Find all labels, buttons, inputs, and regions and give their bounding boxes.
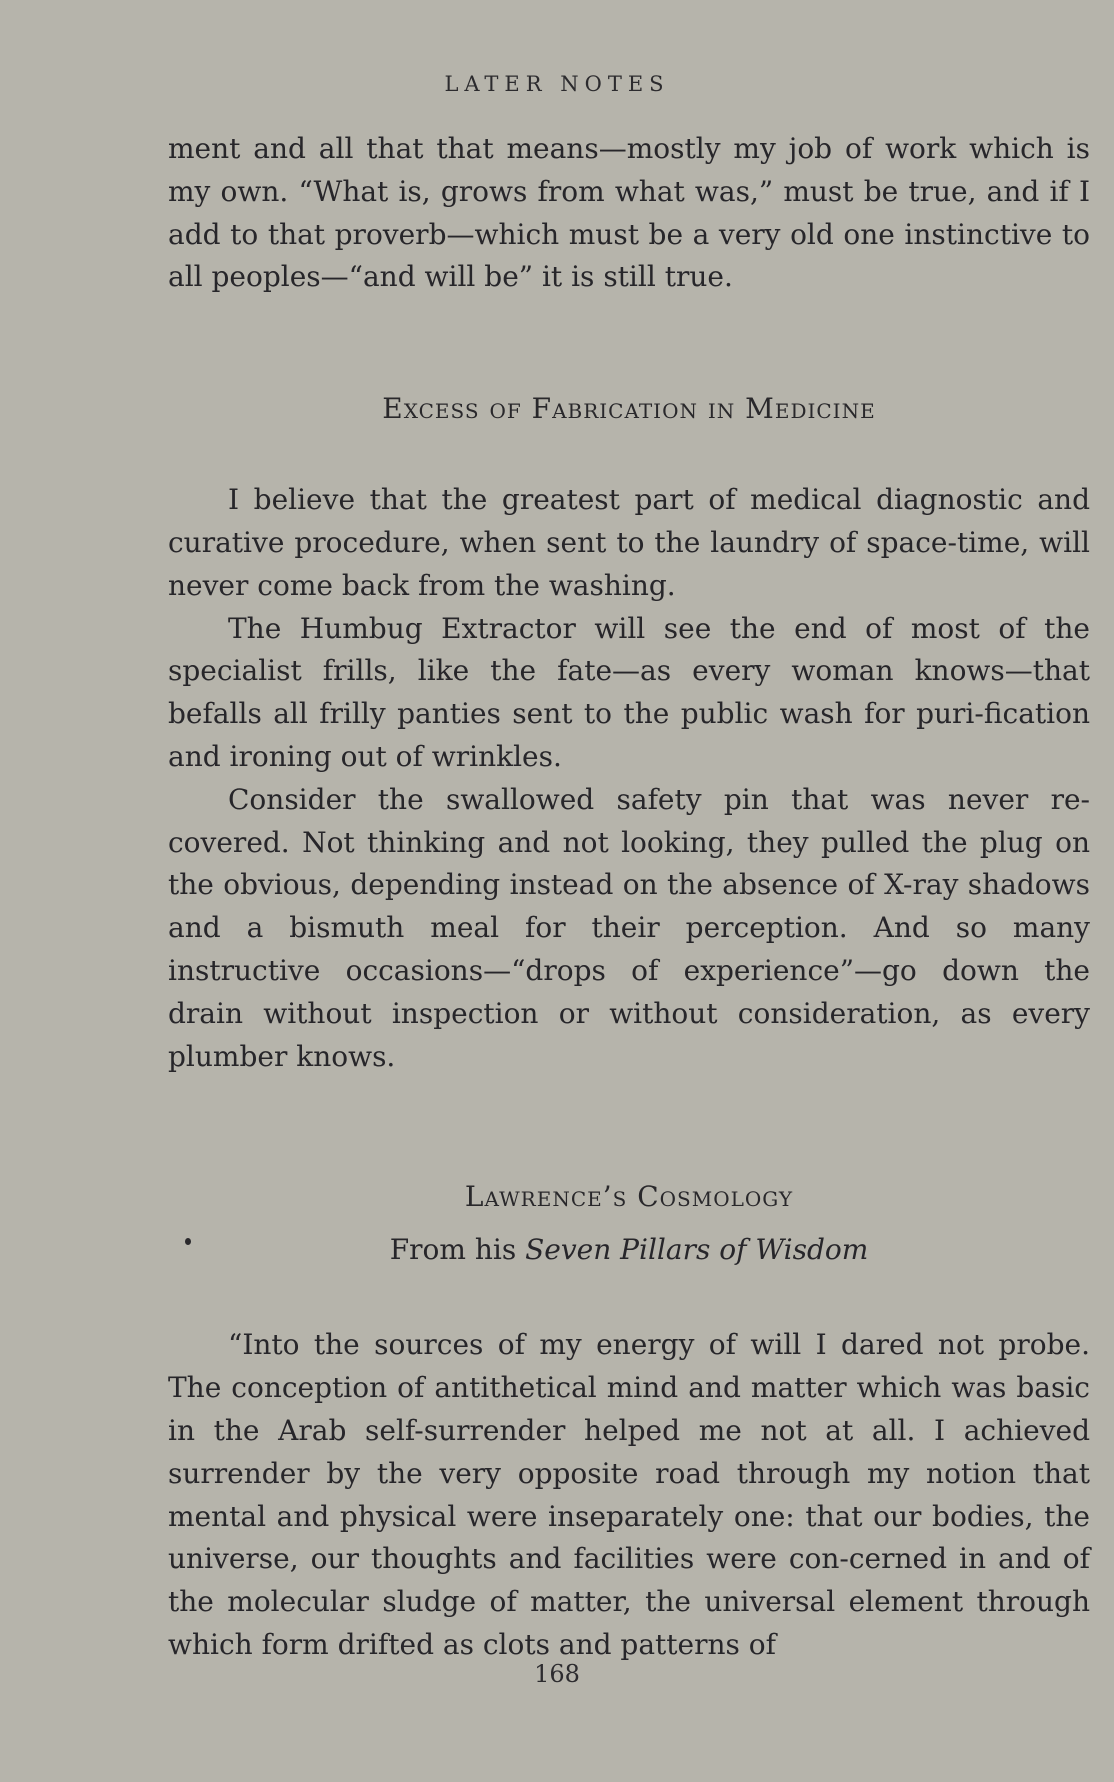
running-head: LATER NOTES xyxy=(444,72,670,96)
page-number: 168 xyxy=(534,1660,580,1688)
section-heading-cosmology: Lawrence’s Cosmology xyxy=(464,1180,794,1214)
book-title: Seven Pillars of Wisdom xyxy=(525,1233,869,1267)
ink-speck xyxy=(185,1238,191,1245)
section-heading-medicine: Excess of Fabrication in Medicine xyxy=(382,392,876,426)
opening-paragraph: ment and all that that means—mostly my job of work which is my own. “What is, grows from what was,” must be true, and if I add to that proverb—which must be a very old one instinctive to all peoples—“and will be” it is still true. xyxy=(168,132,1090,294)
paragraph-safety-pin: Consider the swallowed safety pin that was never re-covered. Not thinking and not looking, they pulled the plug on the obvious, depending instead on the absence of X-ray shadows and a bismuth meal for their perception. And so many instructive occasions—“drops of experience”—go down the drain without inspection or without consideration, as every plumber knows. xyxy=(168,782,1090,1073)
paragraph-humbug-extractor: The Humbug Extractor will see the end of most of the specialist frills, like the fate—as every woman knows—that befalls all frilly panties sent to the public wash for puri-fication and ironing out of wrinkles. xyxy=(168,611,1090,773)
page-body xyxy=(168,128,1090,1667)
subheading-prefix: From his xyxy=(389,1233,526,1267)
section-subheading xyxy=(168,1233,1090,1266)
paragraph-laundry: I believe that the greatest part of medical diagnostic and curative procedure, when sent to the laundry of space-time, will never come back from the washing. xyxy=(168,483,1090,602)
paragraph-lawrence-quote: “Into the sources of my energy of will I dared not probe. The conception of antithetical mind and matter which was basic in the Arab self-surrender helped me not at all. I achieved surrender by the very opposite road through my notion that mental and physical were inseparately one: that our bodies, the universe, our thoughts and facilities were con-cerned in and of the molecular sludge of matter, the universal element through which form drifted as clots and patterns of xyxy=(168,1328,1090,1661)
